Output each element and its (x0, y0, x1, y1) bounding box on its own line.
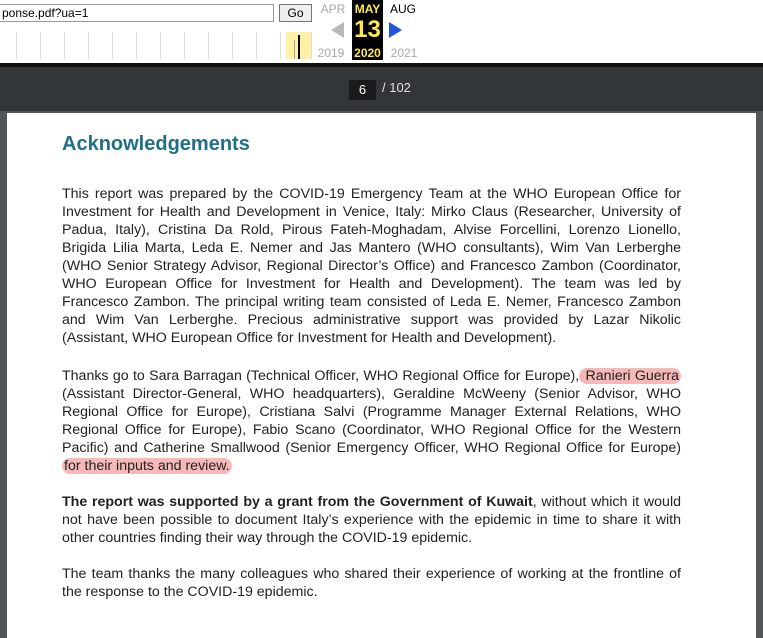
current-year: 2020 (354, 46, 381, 60)
current-capture-date (352, 0, 383, 60)
pdf-viewer[interactable] (0, 67, 763, 638)
next-month-link[interactable]: AUG (389, 2, 416, 16)
sparkline-tick (184, 32, 185, 59)
page-total: / 102 (382, 80, 411, 95)
paragraph-colleagues: The team thanks the many colleagues who shared their experience of working at the frontline of the response to the COVID-19 epidemic. (62, 566, 681, 600)
paragraph-authors: This report was prepared by the COVID-19 Emergency Team at the WHO European Office for Investment for Health and Development in Venice, Italy: Mirko Claus (Researcher, University of Padua, Italy), Cristina Da Rold, Pirous Fateh-Moghadam, Alvise Forcellini, Lorenzo Lionello, Brigida Lilia Marta, Leda E. Nemer and Jas Mantero (WHO consultants), Wim Van Lerberghe (WHO Senior Strategy Advisor, Regional Director’s Office) and Francesco Zambon (Coordinator, WHO European Office for Investment for Health and Development). The team was led by Francesco Zambon. The principal writing team consisted of Leda E. Nemer, Francesco Zambon and Wim Van Lerberghe. Precious administrative support was provided by Lazar Nikolic (Assistant, WHO European Office for Investment for Health and Development). (62, 186, 681, 346)
sparkline-tick (256, 32, 257, 59)
pdf-toolbar (0, 67, 763, 111)
highlight-name: Ranieri Guerra (581, 368, 679, 384)
thanks-text-middle: (Assistant Director-General, WHO headquarters), Geraldine McWeeny (Senior Advisor, WHO Regional Office for Europe), Cristiana Salvi (Programme Manager External Relations, WHO Regional Office for Europe), Fabio Scano (Coordinator, WHO Regional Office for the Western Pacific) and Catherine Smallwood (Senior Emergency Officer, WHO Regional Office for Europe) (62, 386, 681, 456)
funding-bold: The report was supported by a grant from the Government of Kuwait (62, 494, 533, 510)
sparkline-current-marker (298, 35, 300, 59)
sparkline-tick (40, 32, 41, 59)
wayback-toolbar (0, 0, 763, 64)
capture-sparkline[interactable] (0, 32, 312, 59)
prev-capture-arrow-icon[interactable] (331, 22, 344, 38)
sparkline-tick (16, 32, 17, 59)
prev-month-link[interactable]: APR (320, 2, 346, 16)
prev-year-link[interactable]: 2019 (317, 46, 345, 60)
funding-text: , without which it would not have been possible to document Italy’s experience with the epidemic in time to share it with other countries finding their way through the COVID-19 epidemic. (62, 494, 681, 546)
sparkline-tick (160, 32, 161, 59)
current-day: 13 (354, 16, 381, 43)
sparkline-tick (208, 32, 209, 59)
sparkline-tick (88, 32, 89, 59)
page-title: Acknowledgements (62, 133, 250, 155)
sparkline-tick (232, 32, 233, 59)
thanks-text-start: Thanks go to Sara Barragan (Technical Officer, WHO Regional Office for Europe), (62, 368, 580, 384)
paragraph-thanks (62, 367, 681, 475)
sparkline-tick (280, 32, 281, 59)
url-input[interactable] (0, 4, 274, 22)
pdf-page (7, 113, 756, 638)
next-year-link[interactable]: 2021 (390, 46, 418, 60)
go-button[interactable]: Go (279, 4, 312, 22)
sparkline-capture-bar (294, 40, 295, 59)
sparkline-tick (64, 32, 65, 59)
sparkline-tick (112, 32, 113, 59)
paragraph-funding (62, 493, 681, 547)
next-capture-arrow-icon[interactable] (389, 22, 402, 38)
page-number-input[interactable]: 6 (349, 80, 376, 100)
highlight-review: for their inputs and review. (64, 458, 230, 474)
sparkline-tick (136, 32, 137, 59)
current-month: MAY (354, 2, 381, 16)
